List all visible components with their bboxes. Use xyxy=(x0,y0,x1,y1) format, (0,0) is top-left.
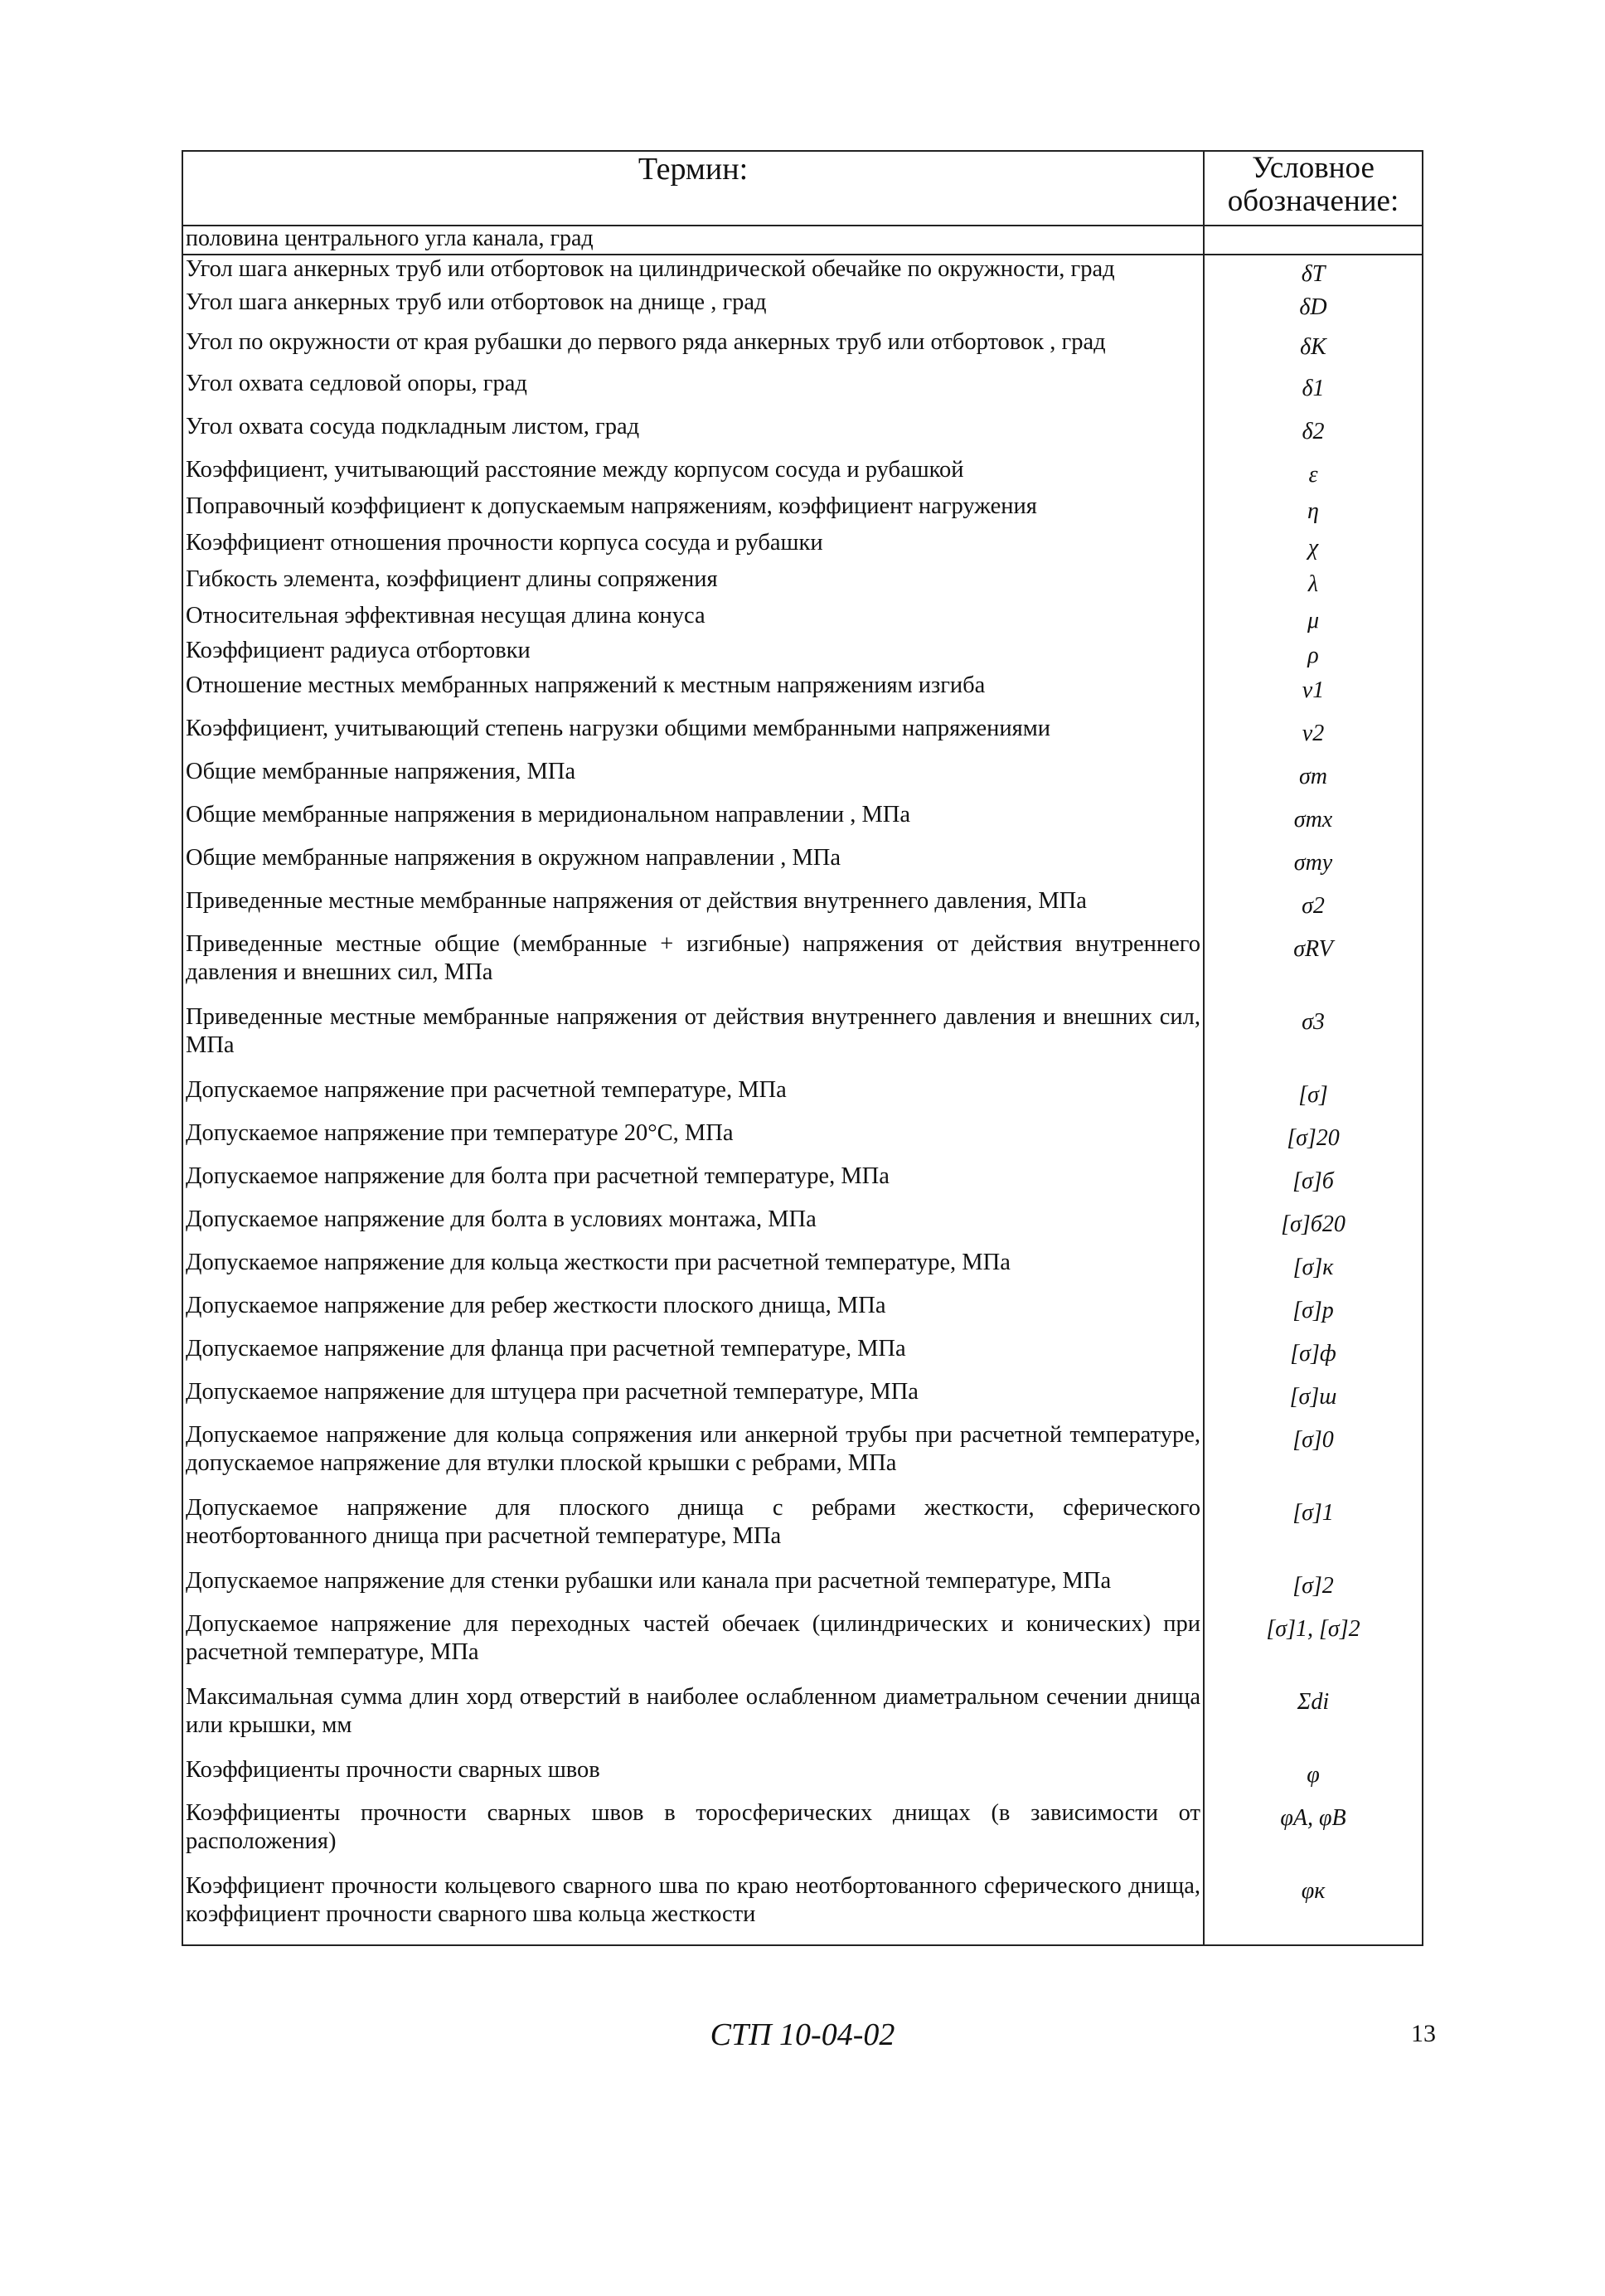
table-row xyxy=(182,1163,1423,1206)
term-cell: Допускаемое напряжение для болта при расчетной температуре, МПа xyxy=(182,1163,1204,1206)
symbol-cell: δK xyxy=(1204,328,1423,370)
term-cell: Общие мембранные напряжения, МПа xyxy=(182,758,1204,801)
term-cell: Угол шага анкерных труб или отбортовок на днище , град xyxy=(182,289,1204,328)
document-code: СТП 10-04-02 xyxy=(710,2017,895,2052)
terms-table xyxy=(182,150,1423,1946)
table-row xyxy=(182,529,1423,566)
header-symbol: Условное обозначение: xyxy=(1204,151,1423,226)
term-cell: Гибкость элемента, коэффициент длины сопряжения xyxy=(182,566,1204,602)
term-cell: Общие мембранные напряжения в окружном направлении , МПа xyxy=(182,844,1204,887)
term-cell: Отношение местных мембранных напряжений к местным напряжениям изгиба xyxy=(182,672,1204,715)
term-cell: Относительная эффективная несущая длина конуса xyxy=(182,602,1204,637)
table-row xyxy=(182,1799,1423,1872)
symbol-cell: [σ]1 xyxy=(1204,1494,1423,1567)
term-cell: Общие мембранные напряжения в меридиональном направлении , МПа xyxy=(182,801,1204,844)
term-cell: Угол шага анкерных труб или отбортовок на цилиндрической обечайке по окружности, град xyxy=(182,255,1204,289)
table-row xyxy=(182,1335,1423,1378)
table-row xyxy=(182,1076,1423,1119)
term-cell: Допускаемое напряжение для стенки рубашки или канала при расчетной температуре, МПа xyxy=(182,1567,1204,1610)
table-row xyxy=(182,456,1423,493)
symbol-cell: σm xyxy=(1204,758,1423,801)
table-row xyxy=(182,930,1423,1003)
term-cell: Допускаемое напряжение для кольца сопряжения или анкерной трубы при расчетной температуре, допускаемое напряжение для втулки плоской крышки с ребрами, МПа xyxy=(182,1421,1204,1494)
term-cell: Допускаемое напряжение при температуре 20°С, МПа xyxy=(182,1119,1204,1163)
symbol-cell: [σ]б xyxy=(1204,1163,1423,1206)
term-cell: Приведенные местные общие (мембранные + изгибные) напряжения от действия внутреннего давления и внешних сил, МПа xyxy=(182,930,1204,1003)
term-cell: Допускаемое напряжение при расчетной температуре, МПа xyxy=(182,1076,1204,1119)
symbol-cell: ν2 xyxy=(1204,715,1423,758)
table-row xyxy=(182,370,1423,413)
subheader-term: половина центрального угла канала, град xyxy=(182,226,1204,255)
symbol-cell: φ xyxy=(1204,1756,1423,1799)
term-cell: Допускаемое напряжение для ребер жесткости плоского днища, МПа xyxy=(182,1292,1204,1335)
symbol-cell: [σ]ф xyxy=(1204,1335,1423,1378)
term-cell: Угол охвата сосуда подкладным листом, град xyxy=(182,413,1204,456)
table-row xyxy=(182,1756,1423,1799)
symbol-cell: δ2 xyxy=(1204,413,1423,456)
table-row xyxy=(182,1872,1423,1945)
symbol-cell: σ2 xyxy=(1204,887,1423,930)
term-cell: Допускаемое напряжение для плоского днища с ребрами жесткости, сферического неотбортованного днища при расчетной температуре, МПа xyxy=(182,1494,1204,1567)
table-row xyxy=(182,672,1423,715)
symbol-cell: ε xyxy=(1204,456,1423,493)
table-row xyxy=(182,1610,1423,1683)
table-row xyxy=(182,413,1423,456)
symbol-cell: [σ]2 xyxy=(1204,1567,1423,1610)
term-cell: Коэффициенты прочности сварных швов xyxy=(182,1756,1204,1799)
table-row xyxy=(182,1292,1423,1335)
symbol-cell: λ xyxy=(1204,566,1423,602)
term-cell: Коэффициент радиуса отбортовки xyxy=(182,637,1204,672)
term-cell: Допускаемое напряжение для кольца жесткости при расчетной температуре, МПа xyxy=(182,1249,1204,1292)
term-cell: Приведенные местные мембранные напряжения от действия внутреннего давления и внешних сил, МПа xyxy=(182,1003,1204,1076)
table-row xyxy=(182,637,1423,672)
term-cell: Коэффициент, учитывающий расстояние между корпусом сосуда и рубашкой xyxy=(182,456,1204,493)
symbol-cell: δD xyxy=(1204,289,1423,328)
table-row xyxy=(182,1567,1423,1610)
symbol-cell: [σ]б20 xyxy=(1204,1206,1423,1249)
symbol-cell: ν1 xyxy=(1204,672,1423,715)
symbol-cell: σmy xyxy=(1204,844,1423,887)
table-row xyxy=(182,1206,1423,1249)
table-row xyxy=(182,493,1423,529)
term-cell: Максимальная сумма длин хорд отверстий в наиболее ослабленном диаметральном сечении днища или крышки, мм xyxy=(182,1683,1204,1756)
table-row xyxy=(182,1421,1423,1494)
table-row xyxy=(182,887,1423,930)
symbol-cell: [σ]20 xyxy=(1204,1119,1423,1163)
term-cell: Допускаемое напряжение для штуцера при расчетной температуре, МПа xyxy=(182,1378,1204,1421)
symbol-cell: σmx xyxy=(1204,801,1423,844)
symbol-cell: δT xyxy=(1204,255,1423,289)
subheader-symbol xyxy=(1204,226,1423,255)
table-row xyxy=(182,255,1423,289)
table-row xyxy=(182,1494,1423,1567)
table-row xyxy=(182,566,1423,602)
symbol-cell: μ xyxy=(1204,602,1423,637)
symbol-cell: σRV xyxy=(1204,930,1423,1003)
table-row xyxy=(182,1378,1423,1421)
symbol-cell: Σdi xyxy=(1204,1683,1423,1756)
table-row xyxy=(182,801,1423,844)
term-cell: Поправочный коэффициент к допускаемым напряжениям, коэффициент нагружения xyxy=(182,493,1204,529)
term-cell: Угол охвата седловой опоры, град xyxy=(182,370,1204,413)
table-row xyxy=(182,715,1423,758)
table-row xyxy=(182,289,1423,328)
symbol-cell: [σ]к xyxy=(1204,1249,1423,1292)
term-cell: Коэффициенты прочности сварных швов в торосферических днищах (в зависимости от расположения) xyxy=(182,1799,1204,1872)
symbol-cell: η xyxy=(1204,493,1423,529)
symbol-cell: [σ]1, [σ]2 xyxy=(1204,1610,1423,1683)
table-row xyxy=(182,758,1423,801)
table-header-row xyxy=(182,151,1423,226)
symbol-cell: [σ]0 xyxy=(1204,1421,1423,1494)
table-subheader-row xyxy=(182,226,1423,255)
symbol-cell: φк xyxy=(1204,1872,1423,1945)
table-row xyxy=(182,602,1423,637)
symbol-cell: [σ] xyxy=(1204,1076,1423,1119)
term-cell: Коэффициент прочности кольцевого сварного шва по краю неотбортованного сферического днища, коэффициент прочности сварного шва кольца жесткости xyxy=(182,1872,1204,1945)
term-cell: Приведенные местные мембранные напряжения от действия внутреннего давления, МПа xyxy=(182,887,1204,930)
term-cell: Допускаемое напряжение для фланца при расчетной температуре, МПа xyxy=(182,1335,1204,1378)
header-term: Термин: xyxy=(182,151,1204,226)
table-row xyxy=(182,1119,1423,1163)
symbol-cell: σ3 xyxy=(1204,1003,1423,1076)
term-cell: Угол по окружности от края рубашки до первого ряда анкерных труб или отбортовок , град xyxy=(182,328,1204,370)
term-cell: Коэффициент отношения прочности корпуса сосуда и рубашки xyxy=(182,529,1204,566)
symbol-cell: φA, φB xyxy=(1204,1799,1423,1872)
symbol-cell: δ1 xyxy=(1204,370,1423,413)
table-row xyxy=(182,1003,1423,1076)
table-row xyxy=(182,1249,1423,1292)
symbol-cell: ρ xyxy=(1204,637,1423,672)
symbol-cell: χ xyxy=(1204,529,1423,566)
symbol-cell: [σ]р xyxy=(1204,1292,1423,1335)
table-row xyxy=(182,1683,1423,1756)
term-cell: Допускаемое напряжение для переходных частей обечаек (цилиндрических и конических) при расчетной температуре, МПа xyxy=(182,1610,1204,1683)
symbol-cell: [σ]ш xyxy=(1204,1378,1423,1421)
table-row xyxy=(182,844,1423,887)
page-number: 13 xyxy=(1411,2020,1436,2047)
term-cell: Допускаемое напряжение для болта в условиях монтажа, МПа xyxy=(182,1206,1204,1249)
term-cell: Коэффициент, учитывающий степень нагрузки общими мембранными напряжениями xyxy=(182,715,1204,758)
table-row xyxy=(182,328,1423,370)
